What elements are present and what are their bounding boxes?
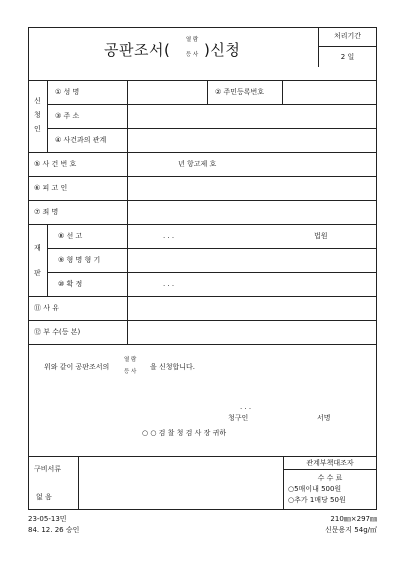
reason-field[interactable] (128, 297, 376, 320)
statement-option-copy: 등 사 (124, 369, 137, 375)
relation-label: ④ 사건과의 관계 (55, 136, 107, 144)
form-number: 23-05-13민 (28, 515, 67, 523)
sign-label: 서명 (317, 414, 331, 422)
form-title-prefix: 공판조서( (104, 41, 171, 59)
paper-size: 210㎜×297㎜ (330, 515, 377, 523)
id-number-label: ② 주민등록번호 (215, 88, 265, 96)
judgment-group-char-1: 재 (34, 244, 41, 252)
deadline-label: 처리기간 (333, 32, 362, 40)
sentence-date[interactable]: . . . (163, 232, 175, 240)
applicant-group-char-3: 인 (34, 125, 41, 133)
paper-type: 신문용지 54g/㎡ (325, 526, 377, 534)
applicant-sign-label: 청구인 (228, 414, 249, 422)
signature-date[interactable]: . . . (240, 403, 252, 411)
fee-line-1: ○5매이내 500원 (288, 485, 342, 493)
addressee: ○ ○ 검 찰 청 검 사 장 귀하 (142, 429, 227, 437)
sentence-label: ⑧ 선 고 (58, 232, 83, 240)
sentence-terms-field[interactable] (128, 249, 376, 272)
court-label: 법원 (314, 232, 328, 240)
reason-label: ⑪ 사 유 (34, 304, 59, 312)
name-label: ① 성 명 (55, 88, 80, 96)
attachments-label: 구비서류 (34, 465, 62, 473)
charge-field[interactable] (128, 201, 376, 224)
fee-box-title: 관계부책대조자 (306, 459, 354, 467)
address-label: ③ 주 소 (55, 112, 80, 120)
name-field[interactable] (128, 81, 207, 104)
applicant-group-char-2: 청 (34, 111, 41, 119)
defendant-field[interactable] (128, 177, 376, 200)
finalized-date[interactable]: . . . (163, 280, 175, 288)
finalized-label: ⑩ 확 정 (58, 280, 83, 288)
copies-field[interactable] (128, 321, 376, 344)
case-number-value[interactable]: 년 항고제 호 (178, 160, 217, 168)
form-title-option-view: 열 람 (185, 37, 199, 43)
attachments-value: 없 음 (36, 493, 52, 501)
applicant-group-char-1: 신 (34, 97, 41, 105)
id-number-field[interactable] (283, 81, 376, 104)
approval-date: 84. 12. 26 승인 (28, 526, 80, 534)
statement-option-view: 열 람 (124, 357, 137, 363)
judgment-group-char-2: 판 (34, 269, 41, 277)
form-title-option-copy: 등 사 (185, 52, 199, 58)
deadline-value: 2 일 (340, 53, 355, 61)
fee-line-2: ○추가 1매당 50원 (288, 496, 346, 504)
copies-label: ⑫ 부 수(등 본) (34, 328, 81, 336)
defendant-label: ⑥ 피 고 인 (34, 184, 68, 192)
sentence-terms-label: ⑨ 형 명 형 기 (58, 256, 101, 264)
case-number-label: ⑤ 사 건 번 호 (34, 160, 77, 168)
address-field[interactable] (128, 105, 376, 128)
statement-prefix: 위와 같이 공판조서의 (44, 363, 110, 371)
form-title-suffix: )신청 (204, 41, 241, 59)
relation-field[interactable] (128, 129, 376, 152)
fee-heading: 수 수 료 (317, 474, 343, 482)
statement-suffix: 을 신청합니다. (150, 363, 196, 371)
charge-label: ⑦ 죄 명 (34, 208, 59, 216)
